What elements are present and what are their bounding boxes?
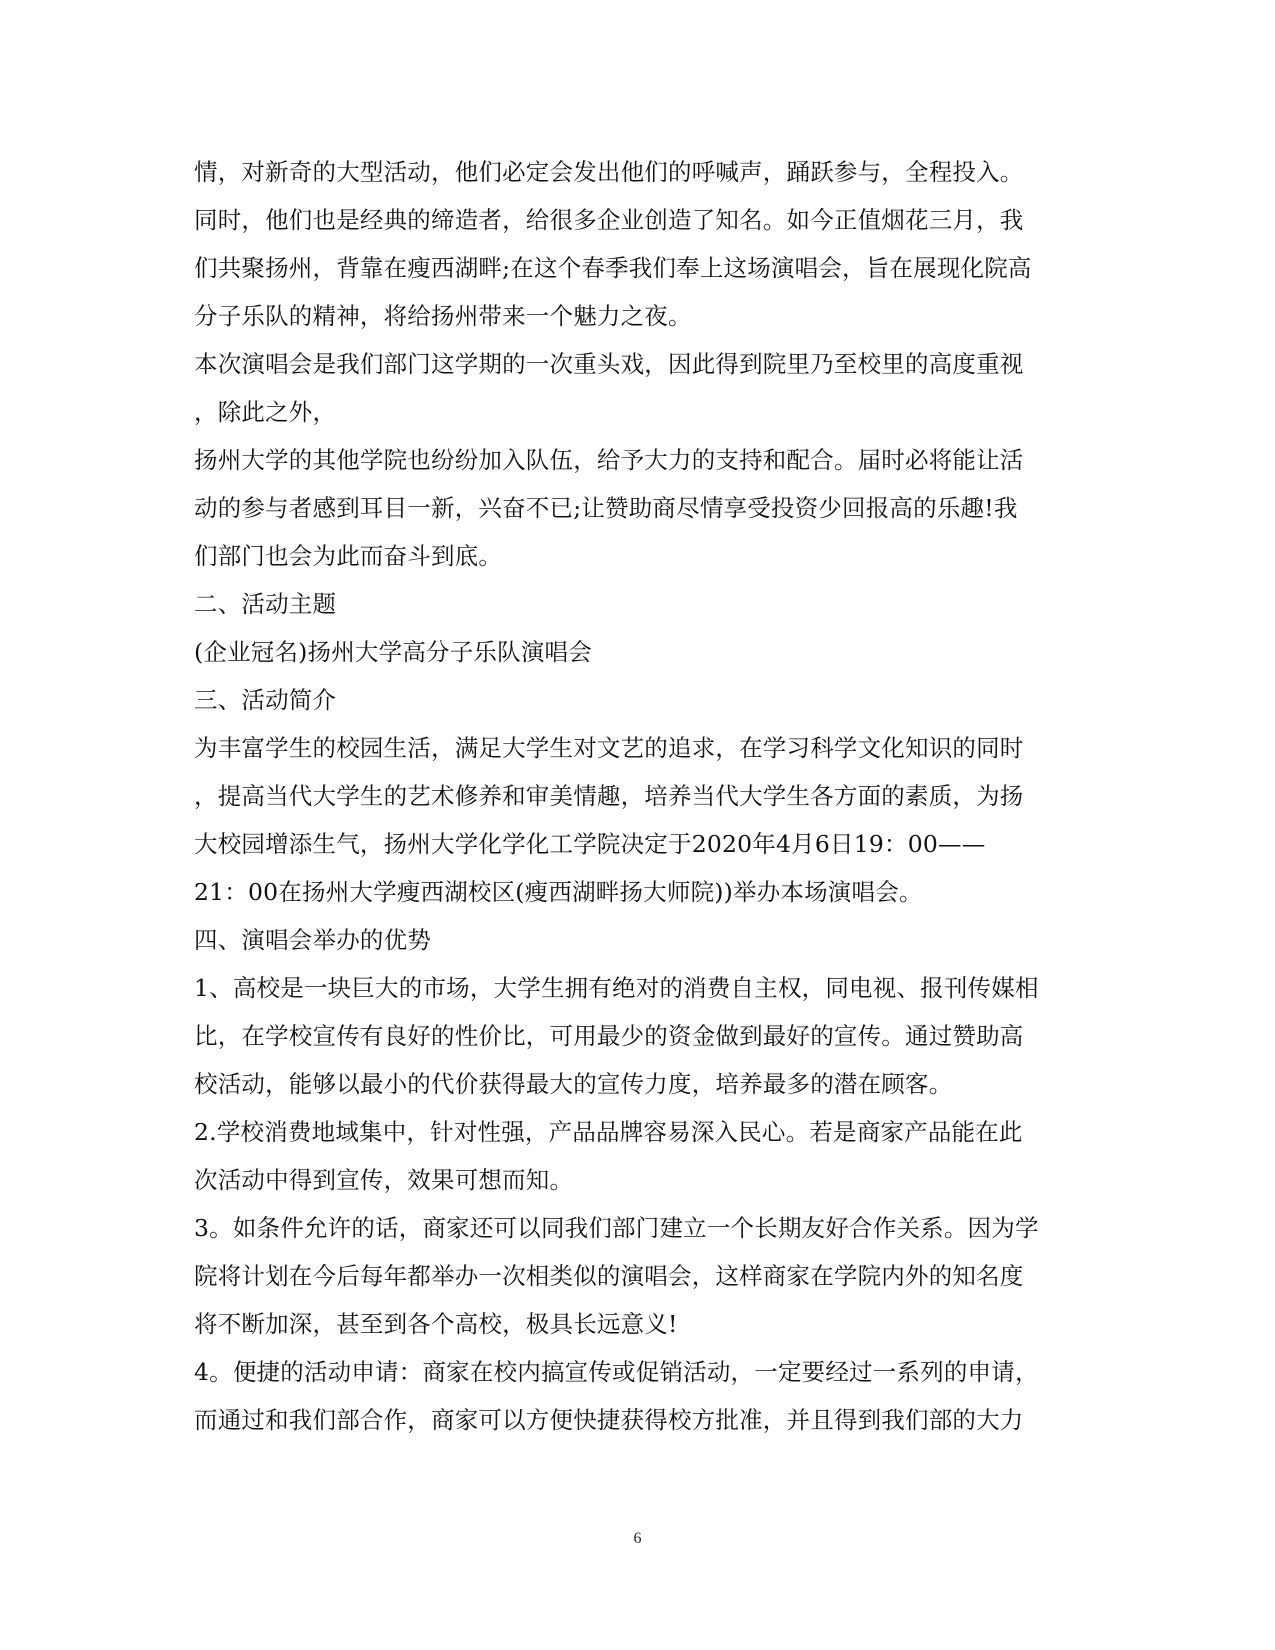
text-line: 分子乐队的精神，将给扬州带来一个魅力之夜。 (194, 302, 692, 330)
text-line: 们共聚扬州，背靠在瘦西湖畔;在这个春季我们奉上这场演唱会，旨在展现化院高 (194, 254, 1032, 282)
text-line: 4。便捷的活动申请：商家在校内搞宣传或促销活动，一定要经过一系列的申请， (194, 1358, 1039, 1386)
text-line: 扬州大学的其他学院也纷纷加入队伍，给予大力的支持和配合。届时必将能让活 (194, 446, 1024, 474)
text-line: 而通过和我们部合作，商家可以方便快捷获得校方批准，并且得到我们部的大力 (194, 1406, 1024, 1434)
text-line: (企业冠名)扬州大学高分子乐队演唱会 (194, 638, 592, 666)
section-heading: 四、演唱会举办的优势 (194, 926, 431, 954)
text-line: 21：00在扬州大学瘦西湖校区(瘦西湖畔扬大师院))举办本场演唱会。 (194, 878, 923, 906)
text-line: 院将计划在今后每年都举办一次相类似的演唱会，这样商家在学院内外的知名度 (194, 1262, 1024, 1290)
text-line: 2.学校消费地域集中，针对性强，产品品牌容易深入民心。若是商家产品能在此 (194, 1118, 1023, 1146)
page-number: 6 (633, 1530, 642, 1547)
text-line: 同时，他们也是经典的缔造者，给很多企业创造了知名。如今正值烟花三月，我 (194, 206, 1024, 234)
document-body (194, 148, 1094, 1444)
text-line: 将不断加深，甚至到各个高校，极具长远意义! (194, 1310, 678, 1338)
text-line: 情，对新奇的大型活动，他们必定会发出他们的呼喊声，踊跃参与，全程投入。 (194, 158, 1024, 186)
section-heading: 二、活动主题 (194, 590, 337, 618)
text-line: 动的参与者感到耳目一新，兴奋不已;让赞助商尽情享受投资少回报高的乐趣!我 (194, 494, 1018, 522)
text-line: 3。如条件允许的话，商家还可以同我们部门建立一个长期友好合作关系。因为学 (194, 1214, 1039, 1242)
text-line: ，除此之外， (194, 398, 337, 426)
text-line: 本次演唱会是我们部门这学期的一次重头戏，因此得到院里乃至校里的高度重视 (194, 350, 1024, 378)
section-heading: 三、活动简介 (194, 686, 337, 714)
text-line: 为丰富学生的校园生活，满足大学生对文艺的追求，在学习科学文化知识的同时 (194, 734, 1024, 762)
text-line: 1、高校是一块巨大的市场，大学生拥有绝对的消费自主权，同电视、报刊传媒相 (194, 974, 1039, 1002)
text-line: ，提高当代大学生的艺术修养和审美情趣，培养当代大学生各方面的素质，为扬 (194, 782, 1024, 810)
text-line: 次活动中得到宣传，效果可想而知。 (194, 1166, 574, 1194)
text-line: 大校园增添生气，扬州大学化学化工学院决定于2020年4月6日19：00—— (194, 830, 986, 858)
text-line: 校活动，能够以最小的代价获得最大的宣传力度，培养最多的潜在顾客。 (194, 1070, 953, 1098)
text-line: 们部门也会为此而奋斗到底。 (194, 542, 503, 570)
text-line: 比，在学校宣传有良好的性价比，可用最少的资金做到最好的宣传。通过赞助高 (194, 1022, 1024, 1050)
